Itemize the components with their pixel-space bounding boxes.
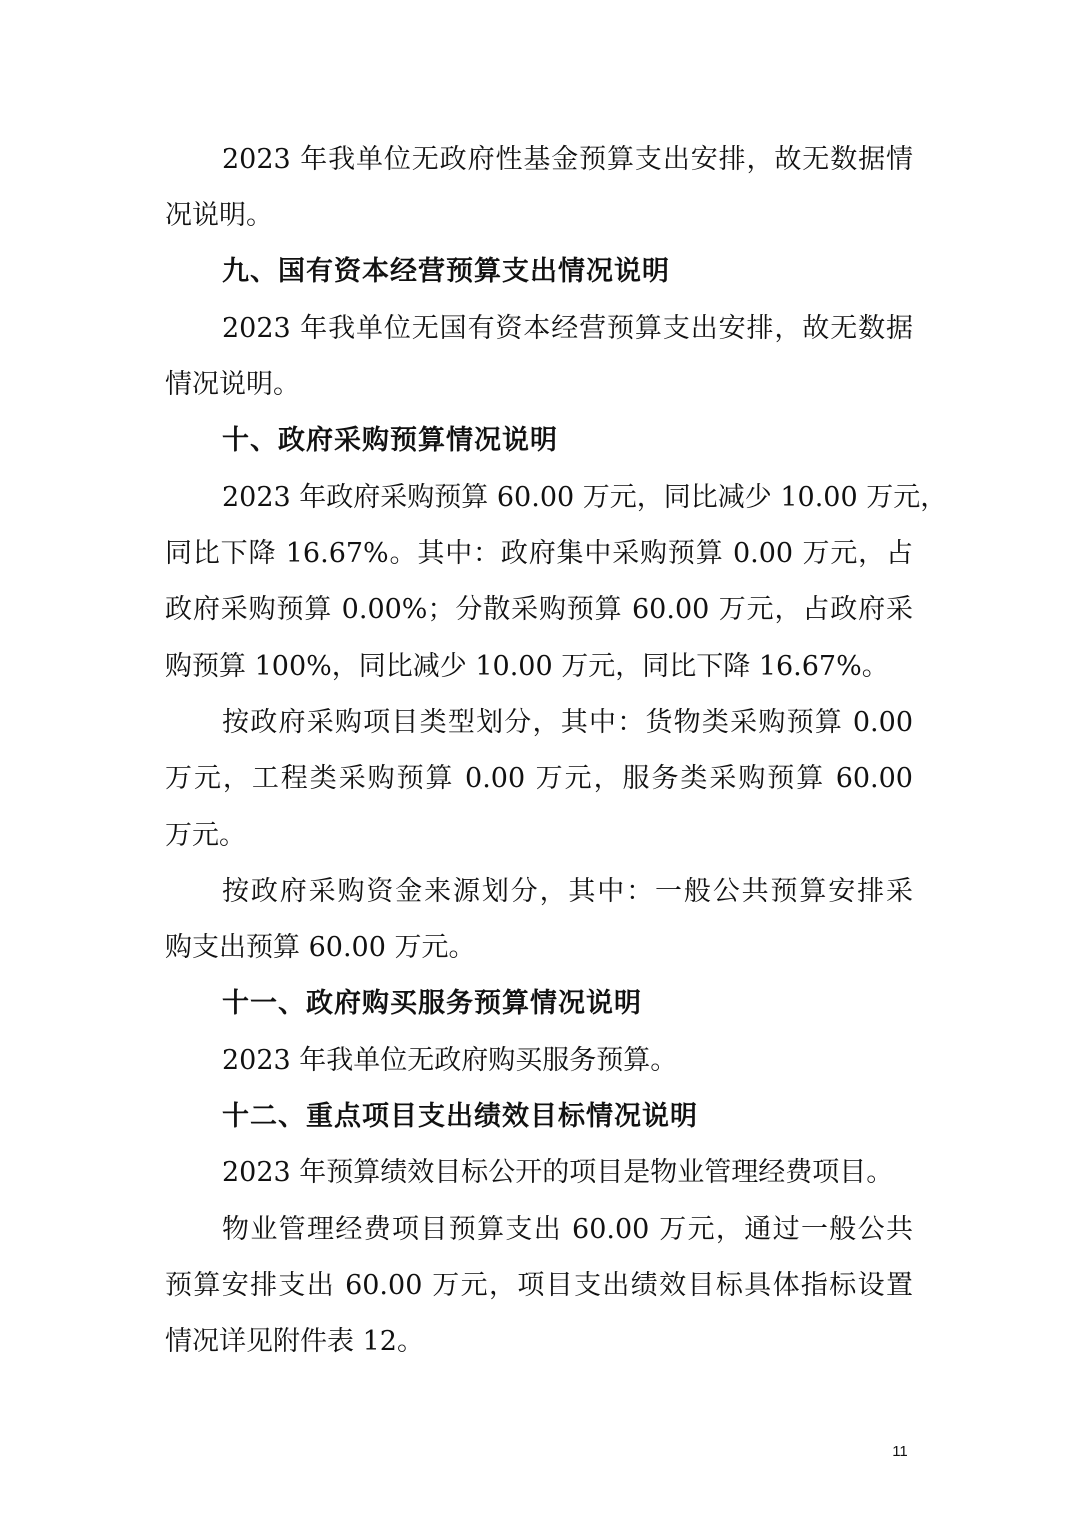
paragraph-line: 按政府采购资金来源划分，其中：一般公共预算安排采: [222, 876, 913, 907]
paragraph-line: 2023 年我单位无政府购买服务预算。: [222, 1045, 678, 1076]
paragraph-line: 2023 年我单位无国有资本经营预算支出安排，故无数据: [222, 313, 913, 344]
section-heading-10: 十、政府采购预算情况说明: [222, 425, 558, 456]
paragraph-line: 预算安排支出 60.00 万元，项目支出绩效目标具体指标设置: [165, 1270, 913, 1301]
section-heading-11: 十一、政府购买服务预算情况说明: [222, 988, 642, 1019]
paragraph-line: 按政府采购项目类型划分，其中：货物类采购预算 0.00: [222, 707, 913, 738]
section-heading-9: 九、国有资本经营预算支出情况说明: [222, 256, 670, 287]
paragraph-line: 2023 年政府采购预算 60.00 万元，同比减少 10.00 万元，: [222, 482, 948, 513]
page-number: 11: [892, 1443, 908, 1460]
paragraph-line: 2023 年预算绩效目标公开的项目是物业管理经费项目。: [222, 1157, 894, 1188]
paragraph-line: 万元。: [165, 820, 246, 851]
paragraph-line: 物业管理经费项目预算支出 60.00 万元，通过一般公共: [222, 1214, 913, 1245]
section-heading-12: 十二、重点项目支出绩效目标情况说明: [222, 1101, 698, 1132]
paragraph-line: 政府采购预算 0.00%；分散采购预算 60.00 万元，占政府采: [165, 594, 913, 625]
paragraph-line: 购预算 100%，同比减少 10.00 万元，同比下降 16.67%。: [165, 651, 889, 682]
paragraph-line: 2023 年我单位无政府性基金预算支出安排，故无数据情: [222, 144, 913, 175]
paragraph-line: 情况详见附件表 12。: [165, 1326, 424, 1357]
paragraph-line: 同比下降 16.67%。其中：政府集中采购预算 0.00 万元，占: [165, 538, 913, 569]
paragraph-line: 况说明。: [165, 200, 273, 231]
paragraph-line: 情况说明。: [165, 369, 300, 400]
paragraph-line: 购支出预算 60.00 万元。: [165, 932, 476, 963]
paragraph-line: 万元，工程类采购预算 0.00 万元，服务类采购预算 60.00: [165, 763, 913, 794]
